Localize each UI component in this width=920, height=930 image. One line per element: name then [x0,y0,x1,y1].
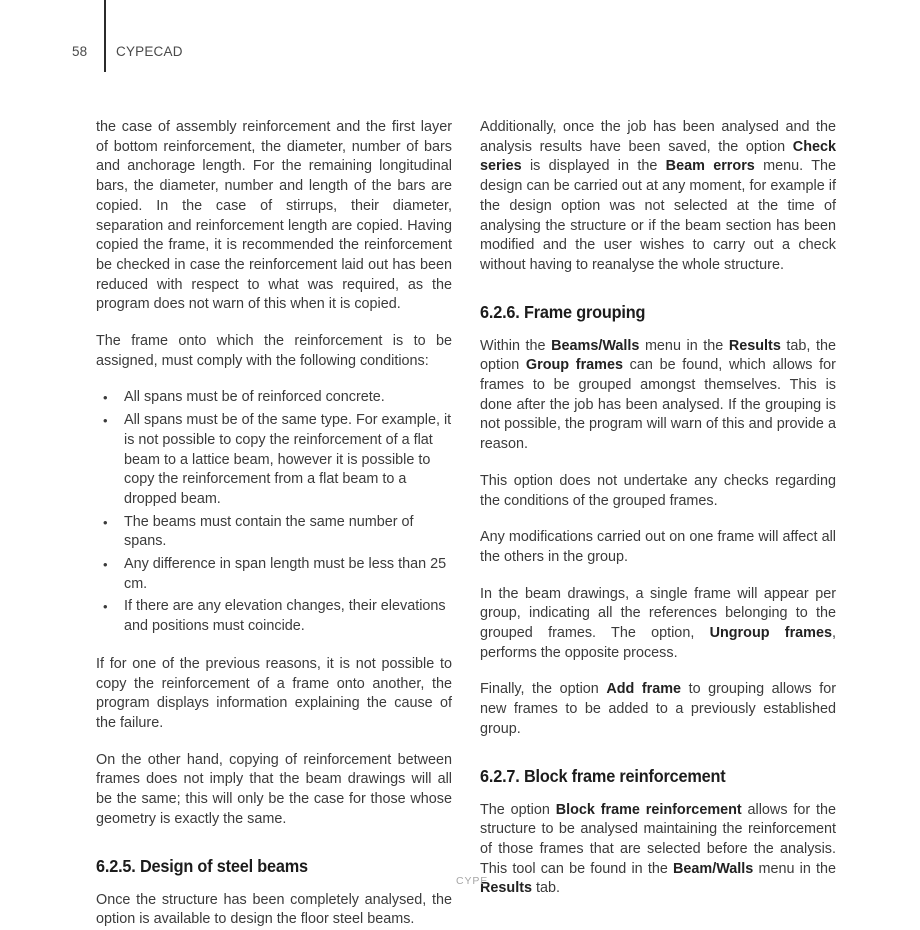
frame-conditions-list [96,388,452,636]
page-header [0,0,920,75]
right-column [480,118,836,930]
term-check-series: Check series [480,138,836,175]
paragraph-copy-failure: If for one of the previous reasons, it is not possible to copy the reinforcement of a frame onto another, the program displays information explaining the cause of the failure. [96,655,452,731]
text-run: In the beam drawings, a single frame will appear per group, indicating all the references belonging to the grouped frames. The option, [480,585,836,642]
text-run: Within the [480,337,552,354]
paragraph-group-frames [480,337,836,455]
text-run: is displayed in the [521,158,666,175]
term-results-tab: Results [480,880,532,897]
heading-6-2-7: 6.2.7. Block frame reinforcement [480,765,726,786]
term-beams-walls: Beams/Walls [551,337,640,354]
paragraph-assembly-reinforcement: the case of assembly reinforcement and the first layer of bottom reinforcement, the diameter, number of bars and anchorage length. For the remaining longitudinal bars, the diameter, number and length of the bars are copied. In the case of stirrups, their diameter, separation and reinforcement length are copied. Having copied the frame, it is recommended the reinforcement be checked in case the reinforcement laid out has been reduced with respect to what was required, as the program does not warn of this when it is copied. [96,119,452,313]
term-ungroup-frames: Ungroup frames [709,625,832,642]
list-item: • If there are any elevation changes, their elevations and positions must coincide. [96,597,452,636]
paragraph-no-checks: This option does not undertake any checks regarding the conditions of the grouped frames. [480,472,836,509]
text-run: menu in the [753,860,836,877]
text-run: can be found, which allows for frames to be grouped amongst themselves. This is done after the job has been analysed. If the grouping is not possible, the program will warn of this and provide a reason. [480,357,836,453]
text-run: Additionally, once the job has been analysed and the analysis results have been saved, the option [480,119,836,155]
term-group-frames: Group frames [525,357,623,374]
text-run: menu. The design can be carried out at any moment, for example if the design option was not selected at the time of analysing the structure or if the beam section has been modified and the user wishes to carry out a check without having to reanalyse the whole structure. [480,158,836,273]
text-run: Finally, the option [480,681,607,698]
text-run: allows for the structure to be analysed maintaining the reinforcement of those frames that are selected before the analysis. This tool can be found in the [480,801,836,877]
heading-6-2-5: 6.2.5. Design of steel beams [96,855,308,876]
paragraph-check-series [480,118,836,276]
page-number: 58 [72,44,88,59]
paragraph-design-steel-beams: Once the structure has been completely analysed, the option is available to design the floor steel beams. [96,891,452,928]
list-item: • All spans must be of reinforced concrete. [96,388,452,408]
paragraph-ungroup-frames [480,585,836,664]
heading-6-2-6: 6.2.6. Frame grouping [480,301,646,322]
text-run: The option [480,801,556,818]
header-title: CYPECAD [116,44,183,59]
paragraph-modifications-affect-group: Any modifications carried out on one frame will affect all the others in the group. [480,529,836,565]
paragraph-add-frame [480,680,836,739]
document-body [0,118,920,930]
term-beam-walls: Beam/Walls [673,860,754,877]
term-results: Results [728,337,781,354]
list-item: • The beams must contain the same number of spans. [96,513,452,552]
term-add-frame: Add frame [606,681,682,698]
term-block-frame-reinforcement: Block frame reinforcement [555,801,742,818]
footer-brand-mark: CYPE [456,875,489,887]
text-run: tab. [531,880,560,897]
text-run: menu in the [639,337,729,354]
list-item: • Any difference in span length must be less than 25 cm. [96,555,452,594]
page-footer [0,860,920,920]
term-beam-errors: Beam errors [665,158,755,175]
left-column [96,118,452,930]
list-item: • All spans must be of the same type. For example, it is not possible to copy the reinforcement of a flat beam to a lattice beam, however it is possible to copy the reinforcement from a flat beam to a dropped beam. [96,411,452,510]
text-run: to grouping allows for new frames to be added to a previously established group. [480,681,836,737]
paragraph-beam-drawings-geometry: On the other hand, copying of reinforcement between frames does not imply that the beam drawings will all be the same; this will only be the case for those whose geometry is exactly the same. [96,751,452,827]
header-divider-rule [104,0,106,72]
paragraph-frame-conditions-intro: The frame onto which the reinforcement is to be assigned, must comply with the following conditions: [96,333,452,369]
text-run: tab, the option [480,337,836,374]
text-run: , performs the opposite process. [480,625,836,661]
